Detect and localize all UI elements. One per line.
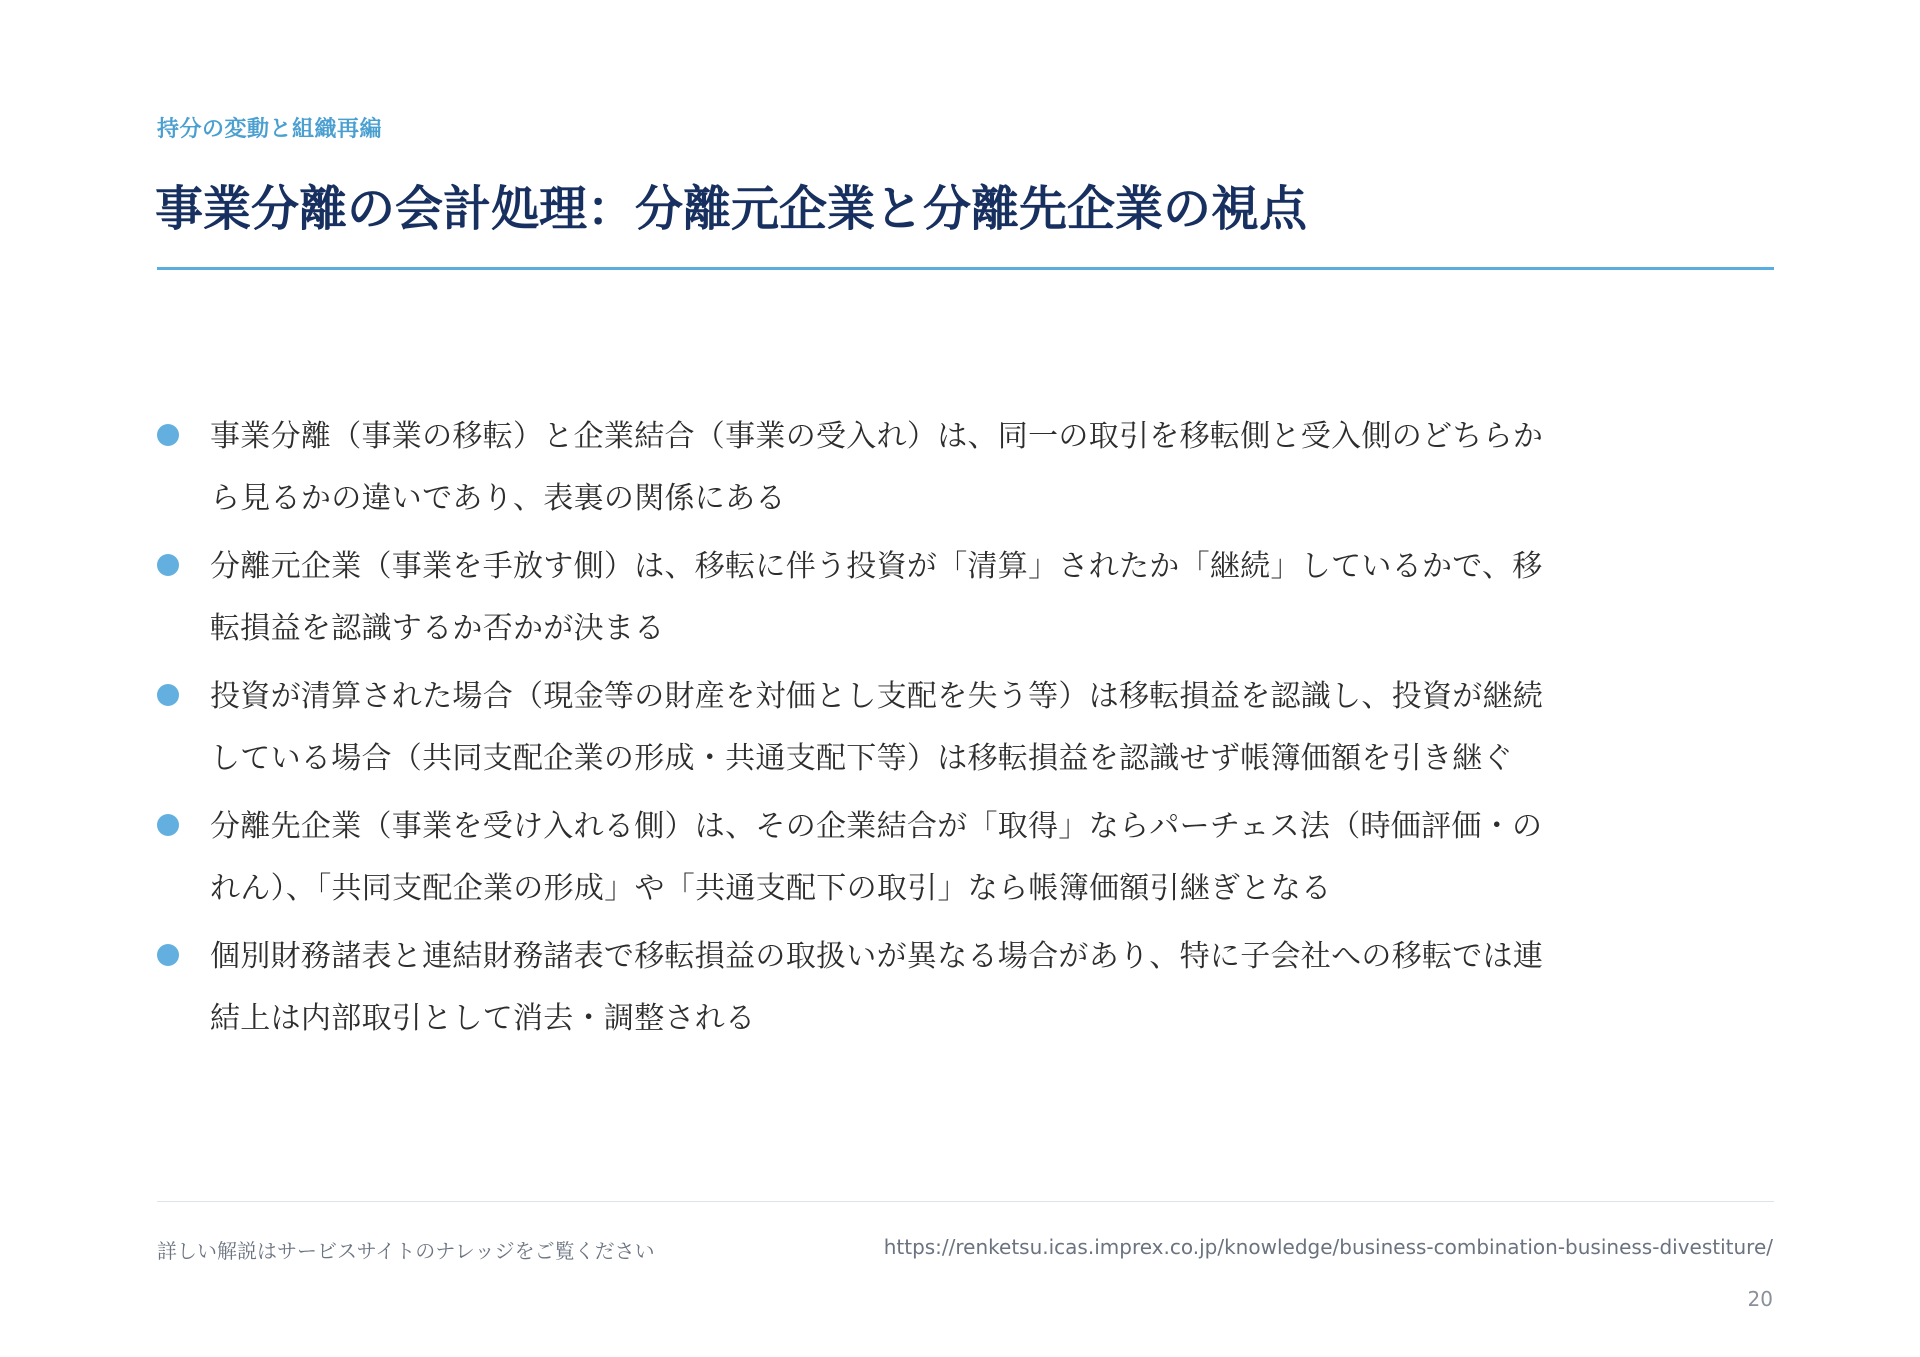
- bullet-item: [157, 666, 1550, 790]
- section-category: 持分の変動と組織再編: [157, 117, 383, 142]
- bullet-dot-icon: [157, 814, 179, 836]
- bullet-text: 個別財務諸表と連結財務諸表で移転損益の取扱いが異なる場合があり、特に子会社への移転では連結上は内部取引として消去・調整される: [210, 939, 1544, 1036]
- footer-divider: [157, 1201, 1774, 1202]
- bullet-item: [157, 926, 1550, 1050]
- page-number: 20: [1747, 1287, 1773, 1311]
- bullet-item: [157, 406, 1550, 530]
- bullet-dot-icon: [157, 944, 179, 966]
- bullet-dot-icon: [157, 684, 179, 706]
- bullet-list: [157, 406, 1557, 1056]
- bullet-text: 分離先企業（事業を受け入れる側）は、その企業結合が「取得」ならパーチェス法（時価評価・のれん）、「共同支配企業の形成」や「共通支配下の取引」なら帳簿価額引継ぎとなる: [210, 809, 1543, 906]
- bullet-dot-icon: [157, 424, 179, 446]
- title-divider: [157, 267, 1774, 270]
- bullet-item: [157, 796, 1550, 920]
- footer-url-link[interactable]: https://renketsu.icas.imprex.co.jp/knowledge/business-combination-business-divestiture/: [883, 1235, 1773, 1259]
- bullet-text: 分離元企業（事業を手放す側）は、移転に伴う投資が「清算」されたか「継続」しているかで、移転損益を認識するか否かが決まる: [210, 549, 1543, 646]
- bullet-dot-icon: [157, 554, 179, 576]
- bullet-item: [157, 536, 1550, 660]
- page-title: 事業分離の会計処理：分離元企業と分離先企業の視点: [155, 181, 1308, 237]
- bullet-text: 事業分離（事業の移転）と企業結合（事業の受入れ）は、同一の取引を移転側と受入側のどちらから見るかの違いであり、表裏の関係にある: [210, 419, 1544, 516]
- footer-note: 詳しい解説はサービスサイトのナレッジをご覧ください: [157, 1239, 655, 1263]
- bullet-text: 投資が清算された場合（現金等の財産を対価とし支配を失う等）は移転損益を認識し、投資が継続している場合（共同支配企業の形成・共通支配下等）は移転損益を認識せず帳簿価額を引き継ぐ: [210, 679, 1544, 776]
